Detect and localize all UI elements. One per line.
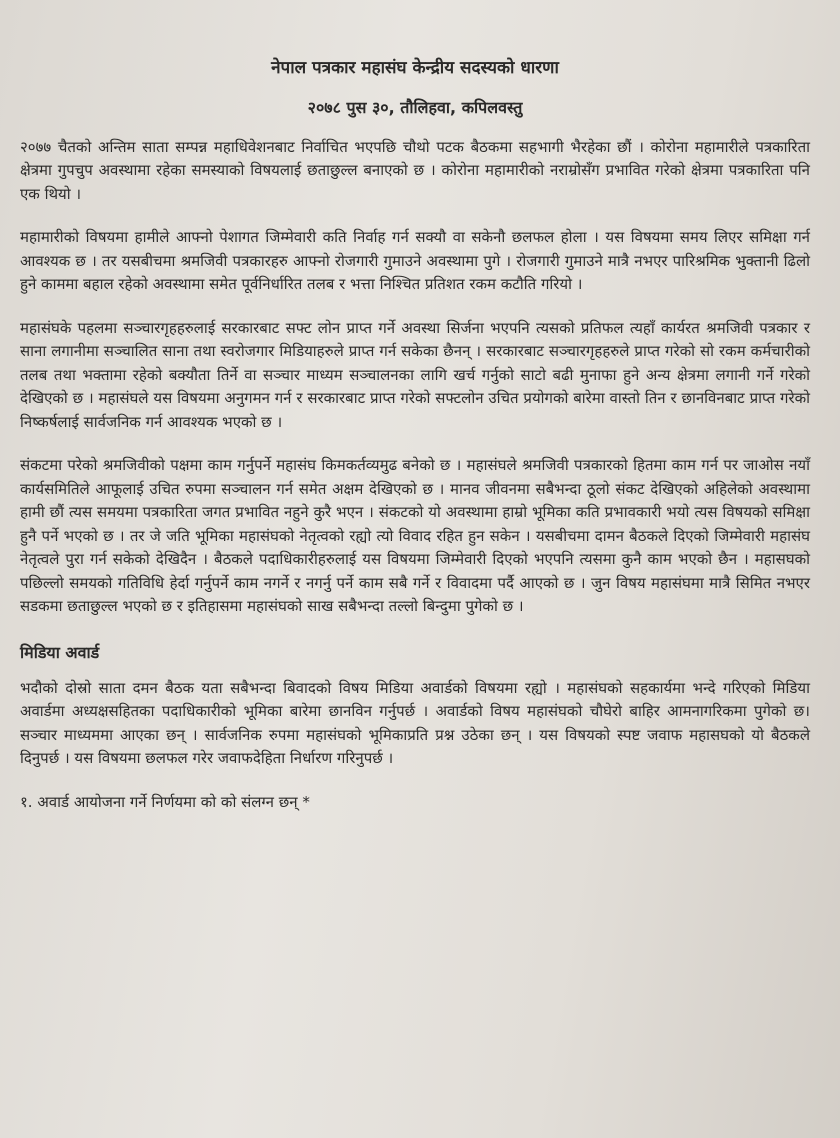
- paragraph-media-award: भदौको दोस्रो साता दमन बैठक यता सबैभन्दा बिवादको विषय मिडिया अवार्डको विषयमा रह्यो । महासंघको सहकार्यमा भन्दे गरिएको मिडिया अवार्डमा अध्यक्षसहितका पदाधिकारीको भूमिका बारेमा छानविन गर्नुपर्छ । अवार्डको विषय महासंघको चौघेरो बाहिर आमनागरिकमा पुगेको छ। सञ्चार माध्यममा आएका छन् । सार्वजनिक रुपमा महासंघको भूमिकाप्रति प्रश्न उठेका छन् । यस विषयको स्पष्ट जवाफ महासघको यो बैठकले दिनुपर्छ । यस विषयमा छलफल गरेर जवाफदेहिता निर्धारण गरिनुपर्छ ।: [20, 678, 810, 767]
- document-date-location: २०७८ पुस ३०, तौलिहवा, कपिलवस्तु: [307, 97, 523, 117]
- document-title: नेपाल पत्रकार महासंघ केन्द्रीय सदस्यको धारणा: [271, 58, 559, 78]
- paragraph-1: २०७७ चैतको अन्तिम साता सम्पन्न महाधिवेशनबाट निर्वाचित भएपछि चौथो पटक बैठकमा सहभागी भैरहेका छौं । कोरोना महामारीले पत्रकारिता क्षेत्रमा गुपचुप अवस्थामा रहेका समस्याको विषयलाई छताछुल्ल बनाएको छ । कोरोना महामारीको नराम्रोसँग प्रभावित गरेको क्षेत्रमा पत्रकारिता पनि एक थियो ।: [20, 137, 810, 203]
- section-heading-media-award: मिडिया अवार्ड: [20, 642, 100, 662]
- paragraph-4: संकटमा परेको श्रमजिवीको पक्षमा काम गर्नुपर्ने महासंघ किमकर्तव्यमुढ बनेको छ । महासंघले श्रमजिवी पत्रकारको हितमा काम गर्न पर जाओस नयाँ कार्यसमितिले आफूलाई उचित रुपमा सञ्चालन गर्न समेत अक्षम देखिएको छ । मानव जीवनमा सबैभन्दा ठूलो संकट देखिएको अहिलेको अवस्थामा हामी छौं त्यस समयमा पत्रकारिता जगत प्रभावित नहुने कुरै भएन । संकटको यो अवस्थामा हाम्रो भूमिका कति प्रभावकारी भयो त्यस विषयको समिक्षा हुनै पर्ने भएको छ । तर जे जति भूमिका महासंघको नेतृत्वको रह्यो त्यो विवाद रहित हुन सकेन । यसबीचमा दामन बैठकले दिएको जिम्मेवारी महासंघ नेतृत्वले पुरा गर्न सकेको देखिदैन । बैठकले पदाधिकारीहरुलाई यस विषयमा जिम्मेवारी दिएको भएपनि त्यसमा कुनै काम भएको छैन । महासघको पछिल्लो समयको गतिविधि हेर्दा गर्नुपर्ने काम नगर्ने र नगर्नु पर्ने काम सबै गर्ने र विवादमा पर्दै आएको छ । जुन विषय महासंघमा मात्रै सिमित नभएर सडकमा छताछुल्ल भएको छ र इतिहासमा महासंघको साख सबैभन्दा तल्लो बिन्दुमा पुगेको छ ।: [20, 456, 810, 615]
- list-item-1: १. अवार्ड आयोजना गर्ने निर्णयमा को को संलग्न छन् *: [20, 792, 310, 811]
- paragraph-2: महामारीको विषयमा हामीले आफ्नो पेशागत जिम्मेवारी कति निर्वाह गर्न सक्यौ वा सकेनौ छलफल होला । यस विषयमा समय लिएर समिक्षा गर्न आवश्यक छ । तर यसबीचमा श्रमजिवी पत्रकारहरु आफ्नो रोजगारी गुमाउने अवस्थामा पुगे । रोजगारी गुमाउने मात्रै नभएर पारिश्रमिक भुक्तानी ढिलो हुने काममा बहाल रहेको अवस्थामा समेत पूर्वनिर्धारित तलब र भत्ता निश्चित प्रतिशत रकम कटौति गरियो ।: [20, 228, 810, 293]
- paragraph-3: महासंघके पहलमा सञ्चारगृहहरुलाई सरकारबाट सफ्ट लोन प्राप्त गर्ने अवस्था सिर्जना भएपनि त्यसको प्रतिफल त्यहाँ कार्यरत श्रमजिवी पत्रकार र साना लगानीमा सञ्चालित साना तथा स्वरोजगार मिडियाहरुले प्राप्त गर्न सकेका छैनन् । सरकारबाट सञ्चारगृहहरुले प्राप्त गरेको सो रकम कर्मचारीको तलब तथा भक्तामा रहेको बक्यौता तिर्ने वा सञ्चार माध्यम सञ्चालनका लागि खर्च गर्नुको साटो बढी मुनाफा हुने अन्य क्षेत्रमा लगानी गर्ने गरेको देखिएको छ । महासंघले यस विषयमा अनुगमन गर्न र सरकारबाट प्राप्त गरेको सफ्टलोन उचित प्रयोगको बारेमा वास्तो तिन र छानविनबाट प्राप्त गरेको निष्कर्षलाई सार्वजनिक गर्न आवश्यक भएको छ ।: [20, 318, 810, 431]
